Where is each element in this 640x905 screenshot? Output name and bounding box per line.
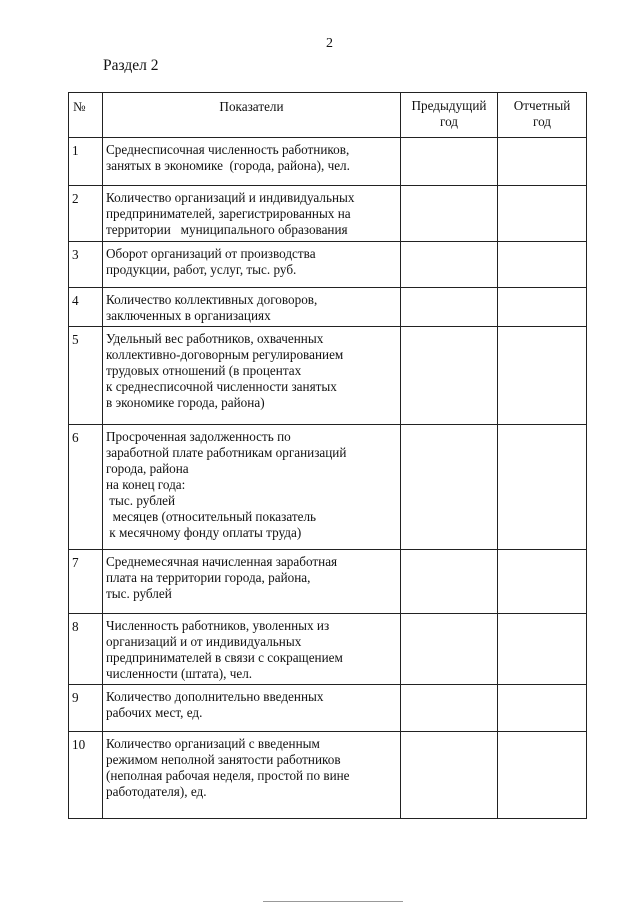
previous-year-cell[interactable]	[401, 425, 498, 550]
indicator-line: Количество коллективных договоров,	[106, 292, 318, 307]
indicator-line: Среднесписочная численность работников,	[106, 142, 350, 157]
table-row	[69, 550, 587, 614]
indicator-line: заработной плате работникам организаций	[106, 445, 347, 460]
previous-year-cell[interactable]	[401, 242, 498, 288]
reporting-year-line-1: Отчетный	[513, 98, 571, 113]
indicator-line: Просроченная задолженность по	[106, 429, 291, 444]
scan-mark	[263, 901, 403, 902]
column-header-indicators: Показатели	[103, 93, 401, 138]
indicator-line: на конец года:	[106, 477, 186, 492]
indicator-line: тыс. рублей	[106, 493, 176, 508]
reporting-year-cell[interactable]	[498, 288, 587, 327]
indicator-text	[103, 242, 401, 288]
indicator-line: Оборот организаций от производства	[106, 246, 316, 261]
table-row	[69, 327, 587, 425]
indicator-line: Количество организаций с введенным	[106, 736, 320, 751]
row-number: 9	[69, 685, 103, 732]
indicator-text	[103, 550, 401, 614]
previous-year-line-2: год	[439, 114, 458, 129]
section-title: Раздел 2	[103, 57, 159, 74]
column-header-previous-year	[401, 93, 498, 138]
indicator-line: Численность работников, уволенных из	[106, 618, 330, 633]
indicator-line: плата на территории города, района,	[106, 570, 311, 585]
table-row	[69, 288, 587, 327]
table-row	[69, 138, 587, 186]
indicator-line: в экономике города, района)	[106, 395, 265, 410]
reporting-year-cell[interactable]	[498, 327, 587, 425]
previous-year-cell[interactable]	[401, 138, 498, 186]
row-number: 8	[69, 614, 103, 685]
table-row	[69, 425, 587, 550]
indicator-line: к месячному фонду оплаты труда)	[106, 525, 302, 540]
previous-year-cell[interactable]	[401, 685, 498, 732]
indicator-line: занятых в экономике (города, района), чел.	[106, 158, 350, 173]
row-number: 3	[69, 242, 103, 288]
indicator-line: тыс. рублей	[106, 586, 172, 601]
table-row	[69, 186, 587, 242]
page-number: 2	[326, 36, 333, 51]
indicator-line: предпринимателей в связи с сокращением	[106, 650, 343, 665]
previous-year-cell[interactable]	[401, 550, 498, 614]
indicator-text	[103, 327, 401, 425]
indicator-text	[103, 685, 401, 732]
previous-year-cell[interactable]	[401, 288, 498, 327]
row-number: 1	[69, 138, 103, 186]
table-row	[69, 732, 587, 819]
indicator-line: заключенных в организациях	[106, 308, 271, 323]
reporting-year-cell[interactable]	[498, 614, 587, 685]
indicator-line: Удельный вес работников, охваченных	[106, 331, 324, 346]
reporting-year-cell[interactable]	[498, 685, 587, 732]
previous-year-cell[interactable]	[401, 732, 498, 819]
reporting-year-cell[interactable]	[498, 138, 587, 186]
indicator-line: Среднемесячная начисленная заработная	[106, 554, 338, 569]
previous-year-line-1: Предыдущий	[411, 98, 487, 113]
indicator-line: территории муниципального образования	[106, 222, 348, 237]
indicator-line: к среднесписочной численности занятых	[106, 379, 337, 394]
indicator-line: трудовых отношений (в процентах	[106, 363, 302, 378]
row-number: 6	[69, 425, 103, 550]
reporting-year-cell[interactable]	[498, 425, 587, 550]
indicator-text	[103, 186, 401, 242]
indicator-line: города, района	[106, 461, 189, 476]
previous-year-cell[interactable]	[401, 327, 498, 425]
indicator-line: рабочих мест, ед.	[106, 705, 203, 720]
reporting-year-line-2: год	[532, 114, 551, 129]
table-row	[69, 614, 587, 685]
row-number: 10	[69, 732, 103, 819]
indicator-text	[103, 425, 401, 550]
previous-year-cell[interactable]	[401, 186, 498, 242]
reporting-year-cell[interactable]	[498, 732, 587, 819]
column-header-reporting-year	[498, 93, 587, 138]
row-number: 4	[69, 288, 103, 327]
indicator-text	[103, 138, 401, 186]
indicator-line: Количество дополнительно введенных	[106, 689, 324, 704]
row-number: 7	[69, 550, 103, 614]
column-header-number: №	[69, 93, 103, 138]
indicator-line: продукции, работ, услуг, тыс. руб.	[106, 262, 297, 277]
indicator-line: организаций и от индивидуальных	[106, 634, 302, 649]
indicator-text	[103, 732, 401, 819]
indicator-line: коллективно-договорным регулированием	[106, 347, 344, 362]
header-row	[69, 93, 587, 138]
indicator-line: месяцев (относительный показатель	[106, 509, 317, 524]
indicator-line: Количество организаций и индивидуальных	[106, 190, 355, 205]
indicator-text	[103, 614, 401, 685]
table-row	[69, 685, 587, 732]
reporting-year-cell[interactable]	[498, 186, 587, 242]
indicators-table	[68, 92, 587, 819]
row-number: 2	[69, 186, 103, 242]
indicator-line: (неполная рабочая неделя, простой по вине	[106, 768, 350, 783]
reporting-year-cell[interactable]	[498, 242, 587, 288]
previous-year-cell[interactable]	[401, 614, 498, 685]
indicator-line: предпринимателей, зарегистрированных на	[106, 206, 351, 221]
indicator-line: работодателя), ед.	[106, 784, 207, 799]
table-row	[69, 242, 587, 288]
row-number: 5	[69, 327, 103, 425]
reporting-year-cell[interactable]	[498, 550, 587, 614]
indicator-line: режимом неполной занятости работников	[106, 752, 341, 767]
indicator-text	[103, 288, 401, 327]
indicator-line: численности (штата), чел.	[106, 666, 253, 681]
